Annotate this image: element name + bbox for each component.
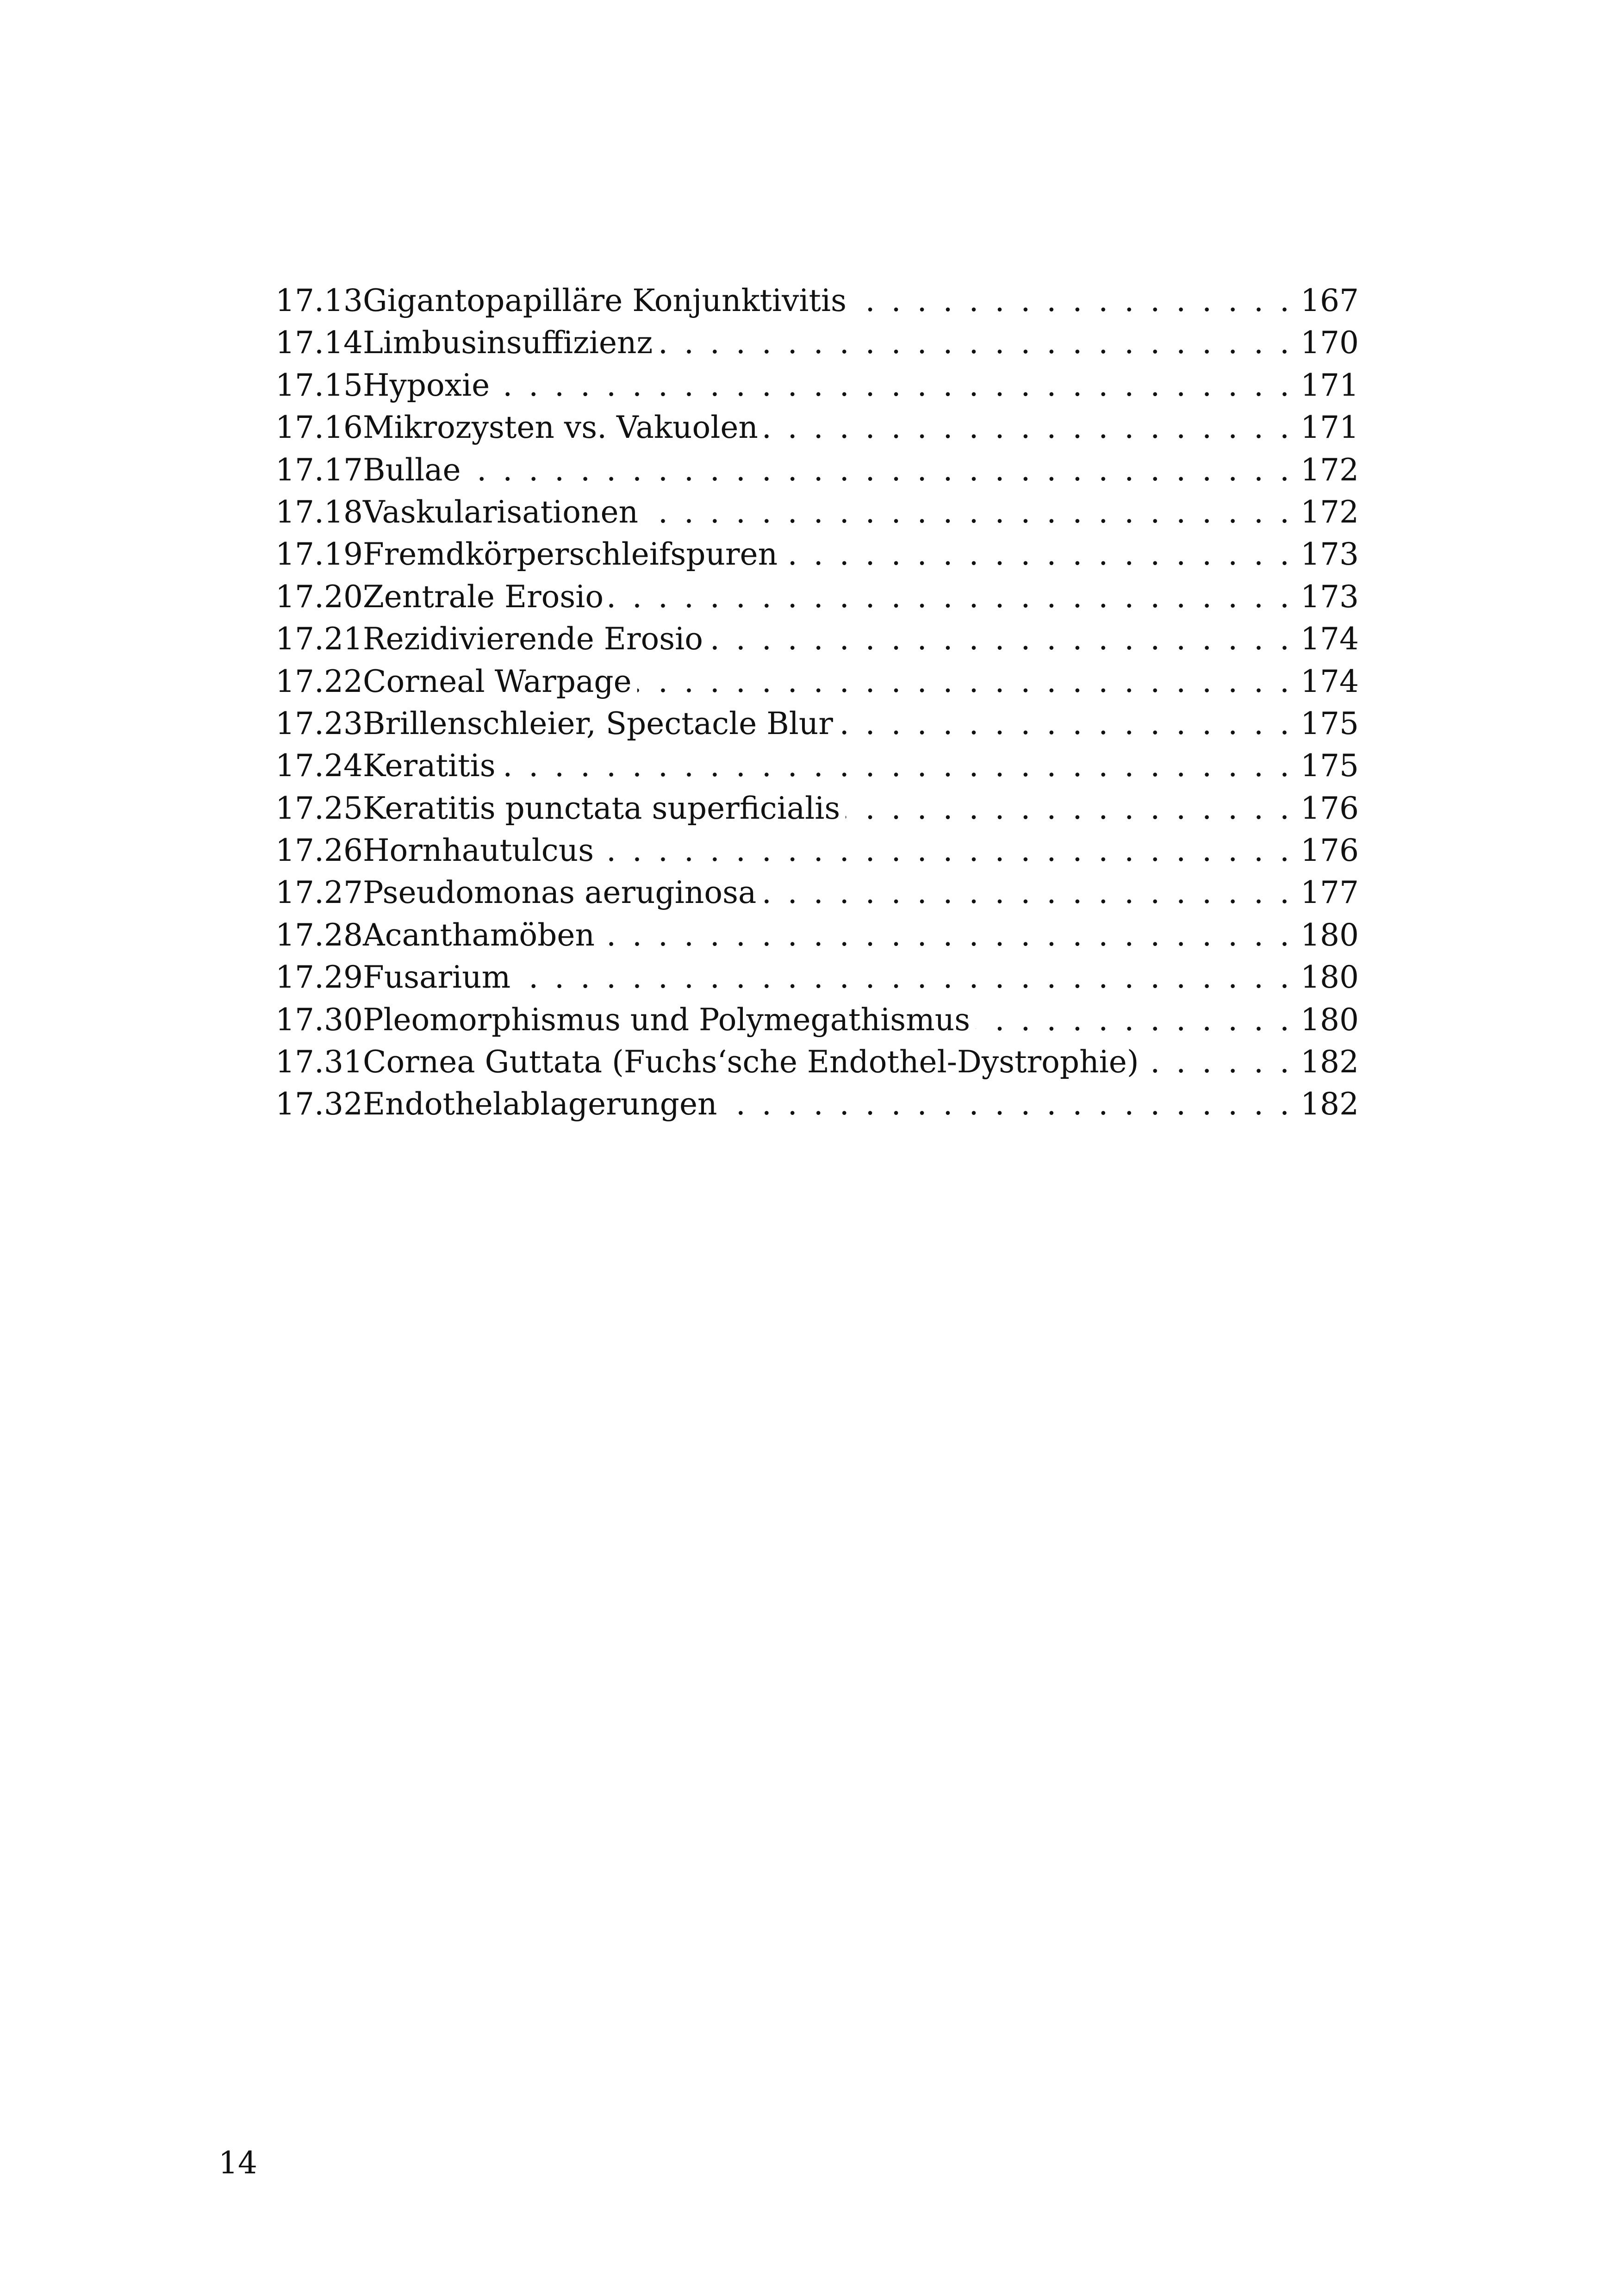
toc-dot-leader <box>846 787 1289 829</box>
toc-entry-number: 17.31 <box>275 1044 363 1080</box>
toc-dot-leader <box>1145 1041 1289 1083</box>
toc-entry[interactable] <box>275 999 1359 1041</box>
toc-dot-leader <box>783 533 1289 575</box>
toc-entry-title: Gigantopapilläre Konjunktivitis <box>362 283 847 318</box>
toc-dot-leader <box>658 322 1289 364</box>
toc-entry-title: Cornea Guttata (Fuchs‘sche Endothel-Dystrophie) <box>362 1044 1139 1080</box>
toc-entry-title: Vaskularisationen <box>362 494 639 530</box>
toc-dot-leader <box>637 660 1289 703</box>
toc-entry-page: 171 <box>1301 367 1359 403</box>
toc-entry-title: Fusarium <box>362 959 511 996</box>
toc-entry-page: 170 <box>1301 325 1359 361</box>
toc-entry-number: 17.28 <box>275 917 363 953</box>
toc-dot-leader <box>764 406 1289 448</box>
toc-entry[interactable] <box>275 914 1359 956</box>
toc-entry-page: 182 <box>1301 1044 1359 1080</box>
toc-entry-title: Bullae <box>362 452 461 488</box>
toc-entry-page: 167 <box>1301 283 1359 318</box>
toc-entry-title: Mikrozysten vs. Vakuolen <box>362 410 758 446</box>
toc-entry[interactable] <box>275 1041 1359 1083</box>
toc-dot-leader <box>600 914 1289 956</box>
toc-dot-leader <box>852 280 1289 322</box>
toc-entry-page: 182 <box>1301 1086 1359 1122</box>
toc-entry[interactable] <box>275 322 1359 364</box>
toc-entry[interactable] <box>275 280 1359 322</box>
toc-entry-page: 172 <box>1301 494 1359 530</box>
toc-entry-title: Endothelablagerungen <box>362 1086 717 1122</box>
toc-entry-title: Hornhautulcus <box>362 833 594 869</box>
toc-entry-number: 17.21 <box>275 621 363 657</box>
toc-entry-page: 176 <box>1301 790 1359 826</box>
toc-dot-leader <box>467 449 1289 491</box>
toc-entry[interactable] <box>275 703 1359 745</box>
toc-entry-title: Keratitis <box>362 748 496 784</box>
toc-entry[interactable] <box>275 660 1359 703</box>
toc-entry-page: 171 <box>1301 410 1359 446</box>
toc-entry[interactable] <box>275 829 1359 871</box>
toc-entry-title: Brillenschleier, Spectacle Blur <box>362 705 833 741</box>
toc-entry-page: 180 <box>1301 959 1359 996</box>
toc-entry-page: 174 <box>1301 621 1359 657</box>
toc-dot-leader <box>723 1083 1289 1125</box>
toc-entry-number: 17.29 <box>275 959 363 996</box>
toc-entry-page: 174 <box>1301 663 1359 699</box>
toc-dot-leader <box>762 871 1289 914</box>
toc-entry[interactable] <box>275 1083 1359 1125</box>
toc-entry[interactable] <box>275 576 1359 618</box>
toc-entry[interactable] <box>275 533 1359 575</box>
toc-dot-leader <box>609 576 1289 618</box>
toc-entry-number: 17.17 <box>275 452 363 488</box>
toc-entry[interactable] <box>275 956 1359 998</box>
toc-entry-number: 17.13 <box>275 283 363 318</box>
toc-dot-leader <box>709 618 1289 660</box>
toc-entry-number: 17.30 <box>275 1002 363 1038</box>
toc-entry-title: Limbusinsuffizienz <box>362 325 653 361</box>
toc-entry-page: 180 <box>1301 917 1359 953</box>
page-number: 14 <box>218 2145 257 2181</box>
toc-dot-leader <box>839 703 1289 745</box>
toc-entry-page: 175 <box>1301 748 1359 784</box>
toc-entry[interactable] <box>275 364 1359 406</box>
toc-entry-number: 17.32 <box>275 1086 363 1122</box>
toc-entry[interactable] <box>275 745 1359 787</box>
toc-entry-number: 17.27 <box>275 875 363 911</box>
toc-entry-number: 17.20 <box>275 579 363 615</box>
toc-entry-page: 176 <box>1301 833 1359 869</box>
toc-entry[interactable] <box>275 871 1359 914</box>
toc-entry-title: Pleomorphismus und Polymegathismus <box>362 1002 971 1038</box>
toc-entry-number: 17.22 <box>275 663 363 699</box>
table-of-contents <box>275 280 1359 1126</box>
toc-entry-page: 173 <box>1301 579 1359 615</box>
toc-entry[interactable] <box>275 449 1359 491</box>
toc-entry[interactable] <box>275 406 1359 448</box>
toc-entry-title: Corneal Warpage <box>362 663 632 699</box>
toc-entry[interactable] <box>275 491 1359 533</box>
toc-dot-leader <box>495 364 1289 406</box>
toc-entry-title: Pseudomonas aeruginosa <box>362 875 757 911</box>
toc-entry-page: 172 <box>1301 452 1359 488</box>
toc-dot-leader <box>599 829 1289 871</box>
toc-entry-number: 17.24 <box>275 748 363 784</box>
toc-entry-number: 17.16 <box>275 410 363 446</box>
toc-entry-number: 17.26 <box>275 833 363 869</box>
toc-entry-page: 175 <box>1301 705 1359 741</box>
toc-entry-number: 17.25 <box>275 790 363 826</box>
toc-entry-number: 17.19 <box>275 536 363 572</box>
toc-dot-leader <box>501 745 1289 787</box>
toc-entry-number: 17.15 <box>275 367 363 403</box>
toc-entry-page: 177 <box>1301 875 1359 911</box>
toc-entry-number: 17.18 <box>275 494 363 530</box>
toc-entry-title: Keratitis punctata superficialis <box>362 790 840 826</box>
toc-entry-title: Zentrale Erosio <box>362 579 604 615</box>
toc-dot-leader <box>644 491 1289 533</box>
toc-entry-number: 17.14 <box>275 325 363 361</box>
toc-entry-title: Fremdkörperschleifspuren <box>362 536 778 572</box>
toc-entry-page: 173 <box>1301 536 1359 572</box>
toc-dot-leader <box>976 999 1289 1041</box>
toc-entry[interactable] <box>275 787 1359 829</box>
toc-entry-title: Hypoxie <box>362 367 490 403</box>
toc-dot-leader <box>516 956 1289 998</box>
toc-entry-title: Rezidivierende Erosio <box>362 621 703 657</box>
toc-entry-number: 17.23 <box>275 705 363 741</box>
toc-entry[interactable] <box>275 618 1359 660</box>
toc-entry-title: Acanthamöben <box>362 917 595 953</box>
toc-entry-page: 180 <box>1301 1002 1359 1038</box>
